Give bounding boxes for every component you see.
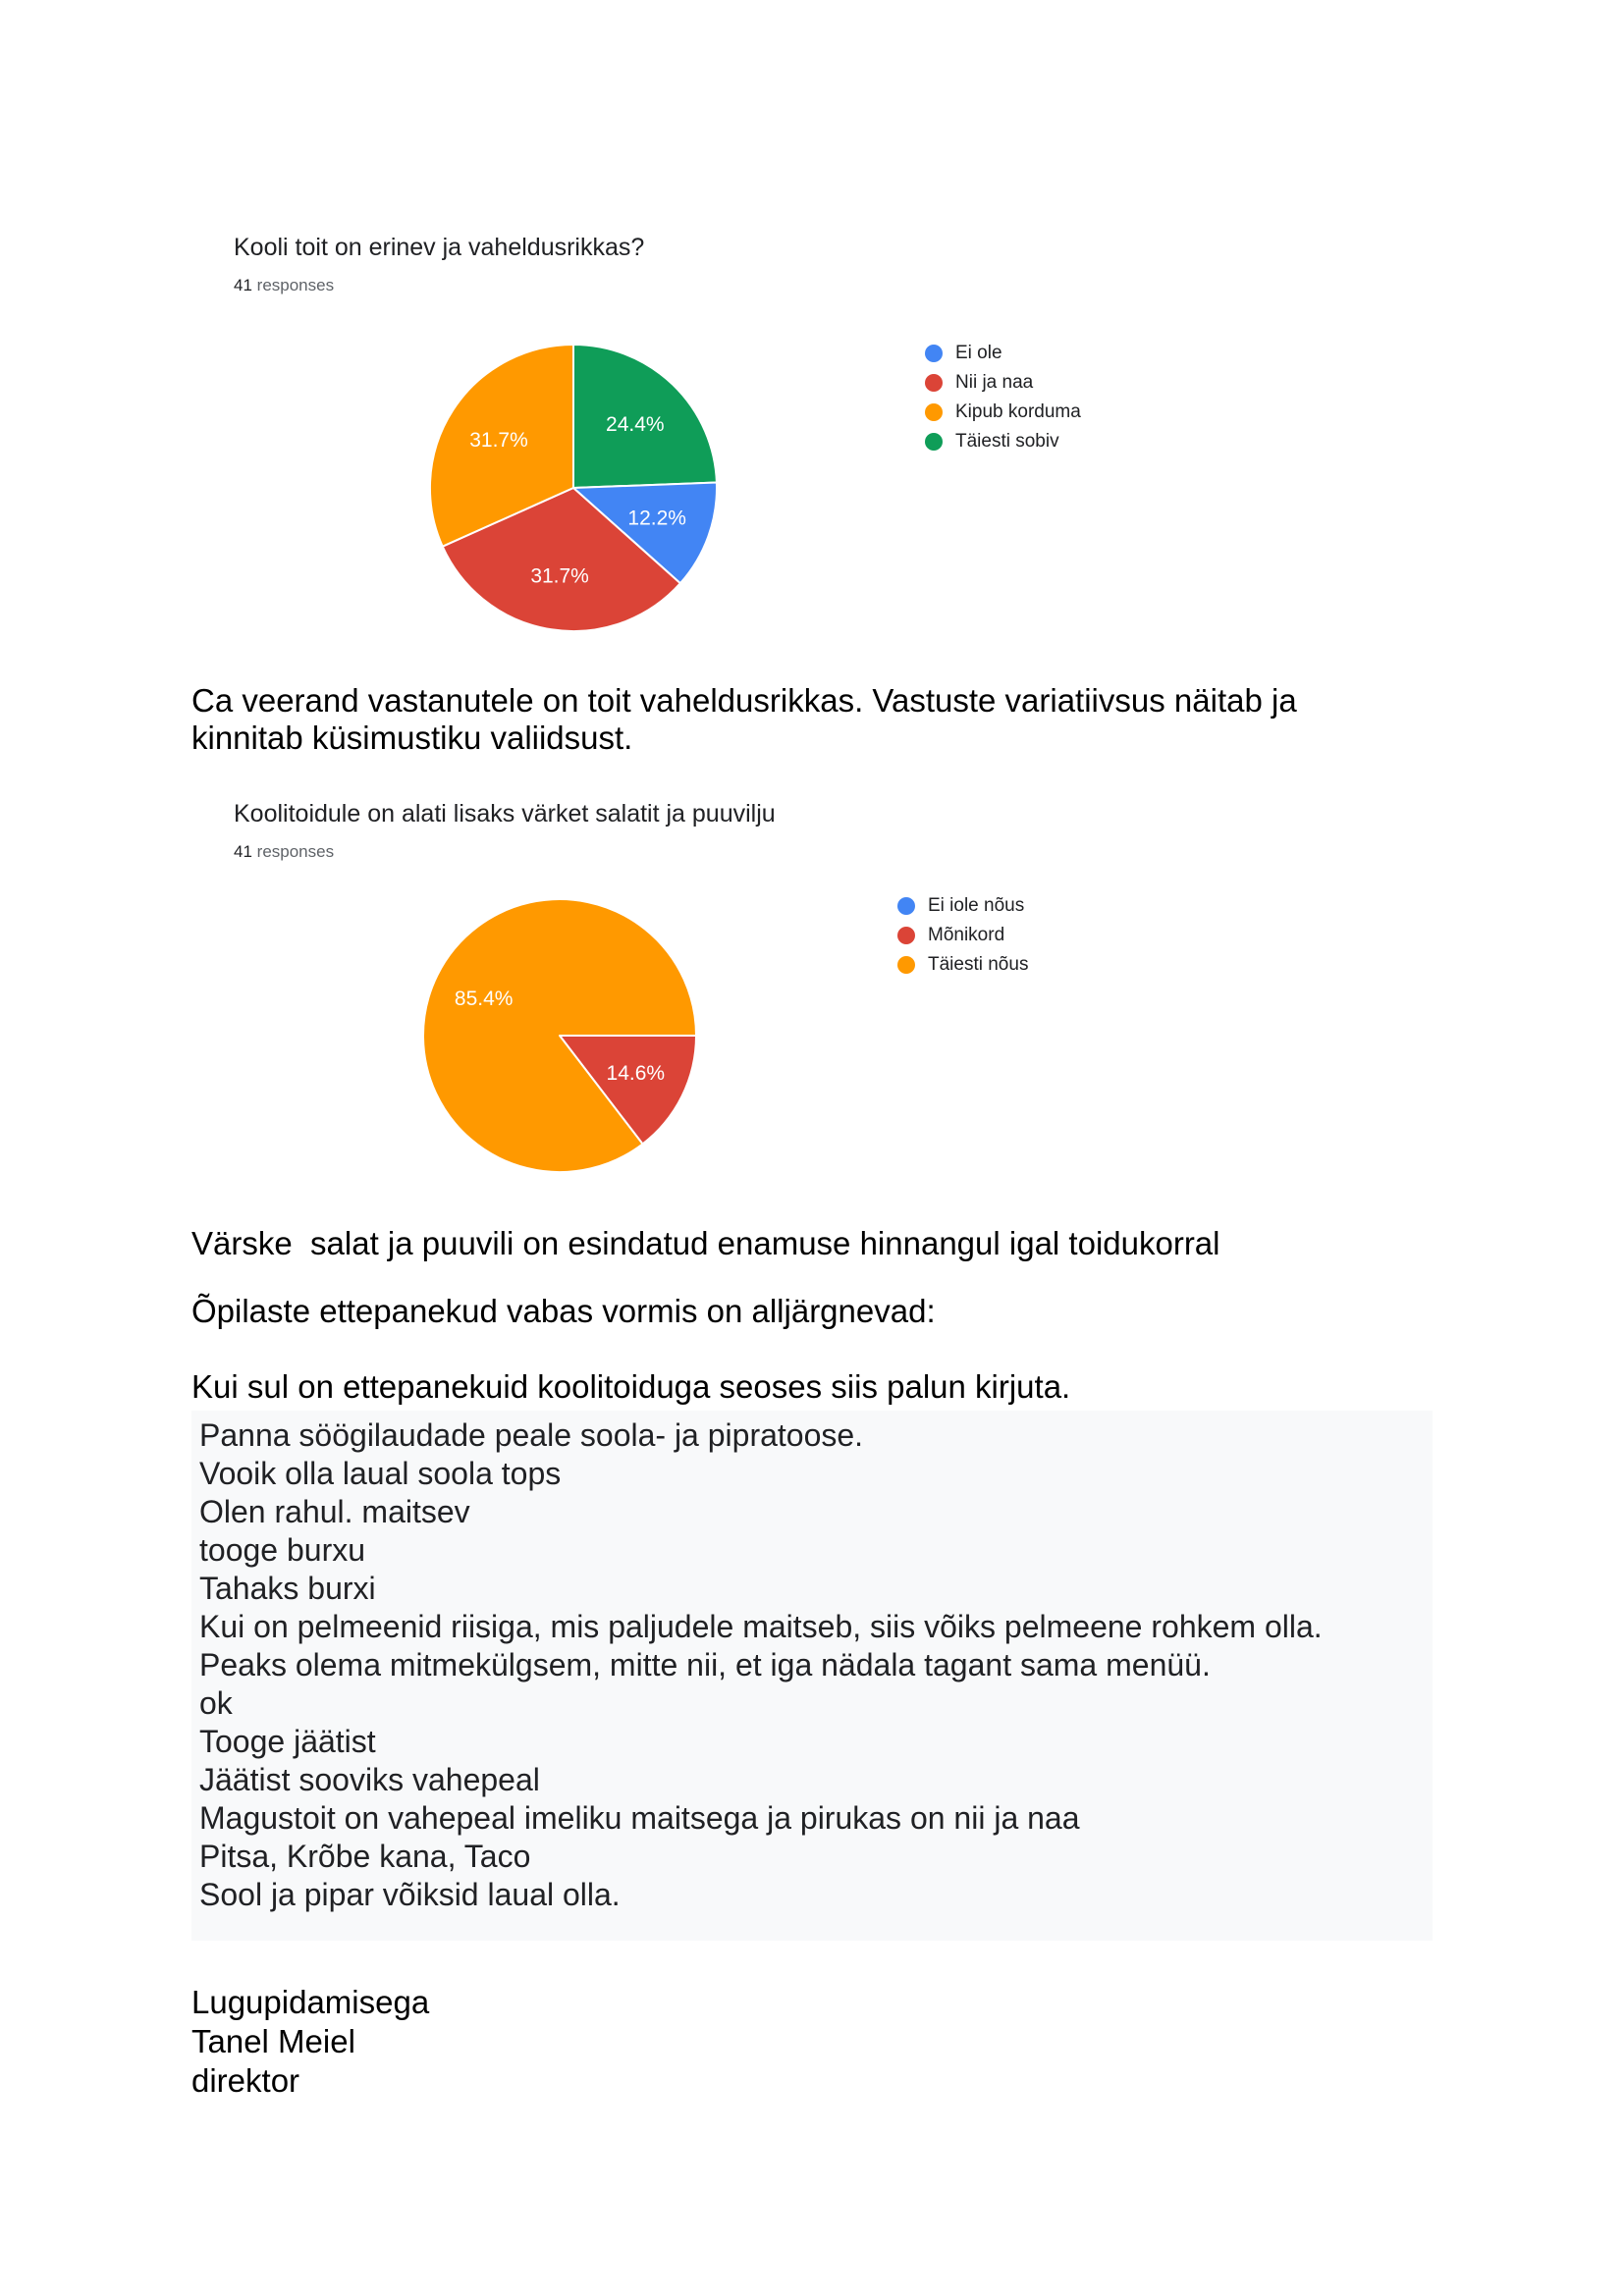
response-item: tooge burxu	[199, 1532, 366, 1568]
response-item: Vooik olla laual soola tops	[199, 1456, 562, 1491]
legend-label: Ei ole	[955, 343, 1002, 363]
legend-label: Kipub korduma	[955, 401, 1081, 422]
response-item: Tooge jäätist	[199, 1724, 376, 1759]
pie-slice-label: 85.4%	[454, 987, 514, 1010]
legend-label: Mõnikord	[928, 925, 1005, 945]
intro-paragraph-line: Ca veerand vastanutele on toit vaheldusrikkas. Vastuste variatiivsus näitab ja	[191, 682, 1297, 719]
legend-item	[925, 339, 1081, 368]
legend-item	[897, 891, 1028, 921]
chart-2-legend	[897, 891, 1028, 980]
pie-chart-2	[420, 896, 699, 1175]
paragraph-salad: Värske salat ja puuvili on esindatud enamuse hinnangul igal toidukorral	[191, 1225, 1220, 1261]
chart-1-responses-count	[234, 276, 334, 295]
response-item: Tahaks burxi	[199, 1571, 376, 1606]
legend-label: Täiesti nõus	[928, 954, 1029, 975]
intro-paragraph	[191, 682, 1297, 757]
legend-color-dot	[897, 956, 915, 974]
chart-2-title: Koolitoidule on alati lisaks värket salatit ja puuvilju	[234, 800, 776, 828]
legend-item	[925, 368, 1081, 398]
pie-chart-1	[428, 343, 719, 633]
legend-color-dot	[925, 374, 943, 392]
pie-slice-label: 31.7%	[530, 564, 589, 588]
intro-paragraph-line: kinnitab küsimustiku valiidsust.	[191, 720, 633, 756]
legend-label: Nii ja naa	[955, 372, 1034, 393]
pie-slice-label: 14.6%	[606, 1062, 666, 1086]
signature-line: Lugupidamisega	[191, 1984, 430, 2020]
response-item: Kui on pelmeenid riisiga, mis paljudele maitseb, siis võiks pelmeene rohkem olla.	[199, 1609, 1323, 1644]
response-item: Sool ja pipar võiksid laual olla.	[199, 1877, 621, 1912]
legend-label: Ei iole nõus	[928, 895, 1025, 916]
legend-item	[925, 398, 1081, 427]
freeform-question: Kui sul on ettepanekuid koolitoiduga seoses siis palun kirjuta.	[191, 1368, 1071, 1405]
signature	[191, 1983, 429, 2101]
response-item: Olen rahul. maitsev	[199, 1494, 470, 1529]
legend-color-dot	[897, 927, 915, 944]
response-item: Magustoit on vahepeal imeliku maitsega ja pirukas on nii ja naa	[199, 1800, 1080, 1836]
pie-slice-label: 31.7%	[469, 428, 528, 452]
chart-1-title: Kooli toit on erinev ja vaheldusrikkas?	[234, 234, 645, 261]
legend-color-dot	[897, 897, 915, 915]
signature-line: direktor	[191, 2062, 300, 2099]
legend-color-dot	[925, 433, 943, 451]
response-item: Panna söögilaudade peale soola- ja pipratoose.	[199, 1417, 864, 1453]
legend-color-dot	[925, 345, 943, 362]
responses-word: responses	[256, 276, 335, 294]
responses-number: 41	[234, 276, 252, 294]
legend-label: Täiesti sobiv	[955, 431, 1059, 452]
chart-2-responses-count	[234, 842, 334, 862]
chart-1-legend	[925, 339, 1081, 456]
response-item: Pitsa, Krõbe kana, Taco	[199, 1839, 531, 1874]
signature-line: Tanel Meiel	[191, 2023, 355, 2059]
response-item: Peaks olema mitmekülgsem, mitte nii, et iga nädala tagant sama menüü.	[199, 1647, 1211, 1682]
response-item: Jäätist sooviks vahepeal	[199, 1762, 540, 1797]
responses-word: responses	[256, 842, 335, 861]
pie-slice-label: 24.4%	[606, 412, 665, 436]
legend-color-dot	[925, 403, 943, 421]
responses-number: 41	[234, 842, 252, 861]
legend-item	[897, 950, 1028, 980]
legend-item	[897, 921, 1028, 950]
pie-slice-label: 12.2%	[627, 507, 686, 530]
paragraph-proposals: Õpilaste ettepanekud vabas vormis on alljärgnevad:	[191, 1293, 936, 1329]
legend-item	[925, 427, 1081, 456]
responses-list	[191, 1411, 1433, 1941]
response-item: ok	[199, 1685, 233, 1721]
